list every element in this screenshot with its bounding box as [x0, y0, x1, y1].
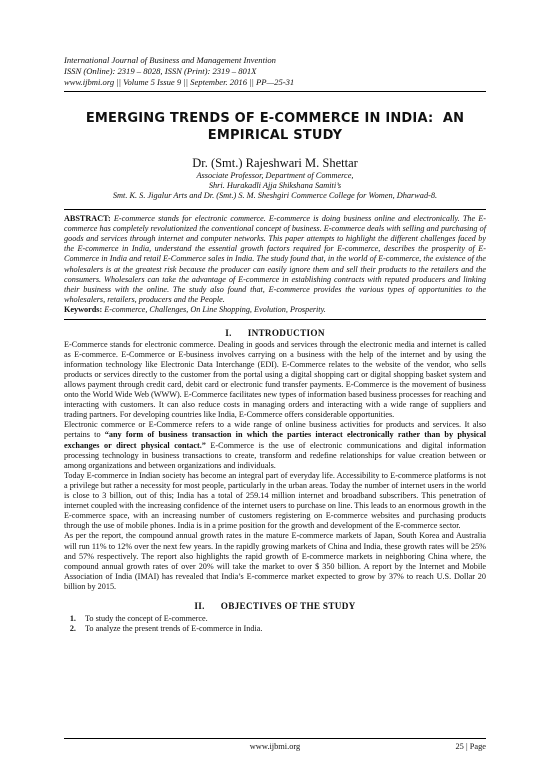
title-line-1: EMERGING TRENDS OF E-COMMERCE IN INDIA: AN — [85, 111, 465, 126]
title-line-2: EMPIRICAL STUDY — [207, 128, 343, 143]
intro-paragraph-3: Today E-commerce in Indian society has become an integral part of everyday life. Accessibility to E-commerce platforms is not a privilege but rather a necessity for most people, particularly in the urban areas. Today the number of internet users in the world is close to 3 billion, out of this; India has a total of 259.14 million internet and broadband subscribers. This penetration of internet coupled with the increasing confidence of the internet users to purchase on line. This leads to an enormous growth in the E-commerce space, with an increasing number of customers registering on E-commerce websites and purchasing products through the use of mobile phones. India is in a prime position for the growth and development of the E-commerce sector. — [64, 470, 486, 531]
journal-name: International Journal of Business and Management Invention — [64, 55, 276, 65]
affiliation-line: Shri. Hurakadli Ajja Shikshana Samiti’s — [208, 181, 342, 191]
list-item: 1. To study the concept of E-commerce. — [78, 614, 486, 624]
section-title: INTRODUCTION — [247, 327, 325, 338]
section-number: II. — [194, 600, 205, 611]
journal-volume: www.ijbmi.org || Volume 5 Issue 9 || September. 2016 || PP—25-31 — [64, 77, 295, 87]
page-number: 25 | Page — [455, 742, 486, 751]
intro-paragraph-4: As per the report, the compound annual growth rates in the mature E-commerce markets of Japan, South Korea and Australia will run 11% to 12% over the next few years. In the rapidly growing markets of China and India, these growth rates will be 25% and 57% respectively. The report also highlights the rapid growth of E-commerce markets in neighboring China where, the compound annual growth rates of over 20% will take the market to over $ 350 billion. A report by the Internet and Mobile Association of India (IMAI) has revealed that India’s E-commerce market expected to grow by 37% to reach U.S. Dollar 20 billion by 2015. — [64, 531, 486, 591]
abstract-text: E-commerce stands for electronic commerce. E-commerce is doing business online and electronically. The E-commerce has completely revolutionized the conventional concept of business. E-commerce deals with selling and purchasing of goods and services through internet and computer networks. This paper attempts to highlight the different challenges faced by the E-commerce in India, understand the essential growth factors required for E-commerce, describes the prosperity of E-Commerce in India and retail E-Commerce sales in India. The study found that, in the world of E-commerce, the existence of the wholesalers is at the greatest risk because the producer can easily ignore them and sell their products to the retailers and the consumers. Wholesalers can take the advantage of E-commerce in establishing contracts with reputed producers and linking their business with the online. The study also found that, E-commerce provides the various types of opportunities to the wholesalers, retailers, producers and the People. — [64, 213, 487, 305]
affiliation — [64, 171, 486, 202]
objectives-list — [64, 614, 486, 634]
affiliation-line: Associate Professor, Department of Commerce, — [196, 171, 354, 180]
list-item: 2. To analyze the present trends of E-commerce in India. — [78, 624, 486, 634]
abstract-label: ABSTRACT: — [64, 213, 111, 223]
intro-paragraph-1: E-Commerce stands for electronic commerce. Dealing in goods and services through the electronic media and internet is called as E-commerce. E-Commerce or E-business involves carrying on a business with the help of the internet and by using the information technology like Electronic Data Interchange (EDI). E-Commerce relates to the website of the vendor, who sells products or services directly to the customer from the portal using a digital shopping cart or digital shopping basket system and allows payment through credit card, debit card or electronic fund transfer payments. E-Commerce is the movement of business onto the World Wide Web (WWW). E-Commerce facilitates new types of information based business processes for reaching and interacting with customers. It can also reduce costs in managing orders and interacting with a wide range of suppliers and trading partners. For developing countries like India, E-Commerce offers considerable opportunities. — [64, 339, 486, 420]
section-heading-objectives — [64, 601, 486, 611]
author-name: Dr. (Smt.) Rajeshwari M. Shettar — [192, 156, 358, 170]
journal-header — [64, 55, 486, 92]
section-heading-introduction — [64, 328, 486, 338]
section-number: I. — [225, 327, 232, 338]
header-rule — [64, 91, 486, 92]
keywords-text: E-commerce, Challenges, On Line Shopping, Evolution, Prosperity. — [104, 305, 326, 315]
section-title: OBJECTIVES OF THE STUDY — [220, 600, 356, 611]
page-footer — [64, 738, 486, 754]
keywords-label: Keywords: — [64, 305, 103, 315]
footer-url: www.ijbmi.org — [249, 742, 301, 751]
journal-issn: ISSN (Online): 2319 – 8028, ISSN (Print): 2319 – 801X — [64, 66, 257, 76]
intro-paragraph-2: Electronic commerce or E-Commerce refers to a wide range of online business activities for products and services. It also pertains to “any form of business transaction in which the parties interact electronically rather than by physical exchanges or direct physical contact.” E-Commerce is the use of electronic communications and digital information processing technology in business transactions to create, transform and redefine relationships for value creation between or among organizations and between organizations and individuals. — [64, 420, 486, 470]
paper-title — [64, 110, 486, 144]
abstract — [64, 209, 486, 320]
affiliation-line: Smt. K. S. Jigalur Arts and Dr. (Smt.) S. M. Sheshgiri Commerce College for Women, Dharwad-8. — [112, 191, 438, 201]
